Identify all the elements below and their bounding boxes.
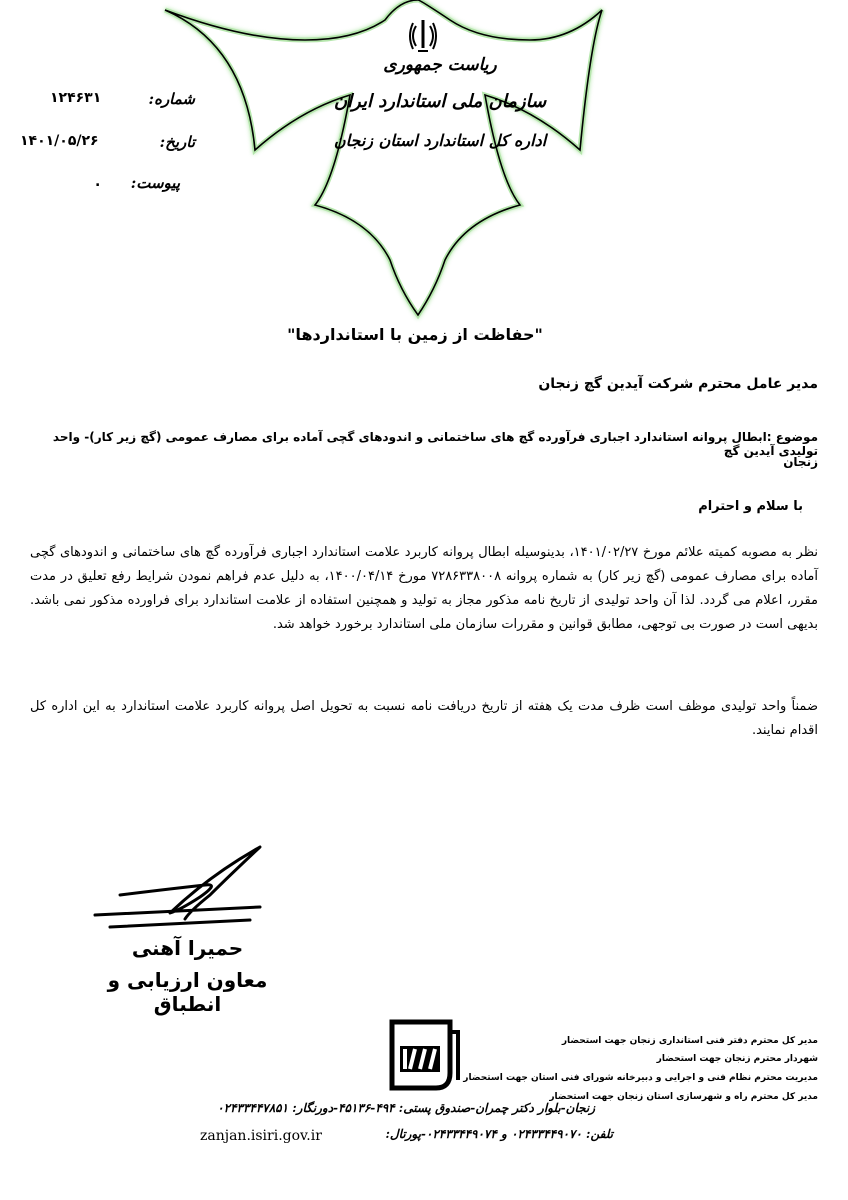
number-value: ۱۲۴۶۳۱ bbox=[50, 90, 102, 106]
cc-item: مدیر کل محترم راه و شهرسازی استان زنجان جهت استحضار bbox=[549, 1092, 818, 1102]
cc-item: مدیر کل محترم دفتر فنی استانداری زنجان جهت استحضار bbox=[561, 1036, 818, 1046]
attachment-label: پیوست: bbox=[130, 174, 180, 192]
greeting: با سلام و احترام bbox=[698, 499, 803, 514]
iran-emblem-icon bbox=[408, 18, 438, 54]
subject-line-1: موضوع :ابطال پروانه استاندارد اجباری فرآورده گچ های ساختمانی و اندودهای گچی آماده برای مصارف عمومی (گچ زیر کار)- واحد تولیدی آیدین گچ bbox=[52, 430, 818, 458]
header-line-1: ریاست جمهوری bbox=[383, 55, 497, 75]
attachment-row bbox=[20, 174, 195, 204]
body-paragraph-2: ضمناً واحد تولیدی موظف است ظرف مدت یک هفته از تاریخ دریافت نامه نسبت به تحویل اصل پروانه کاربرد علامت استاندارد به این اداره کل اقدام نمایند. bbox=[30, 699, 818, 738]
cc-item: مدیریت محترم نظام فنی و اجرایی و دبیرخانه شورای فنی استان جهت استحضار bbox=[463, 1073, 818, 1083]
header-emblem bbox=[150, 0, 610, 325]
website-url: zanjan.isiri.gov.ir bbox=[200, 1128, 322, 1144]
footer-phone: تلفن: ۰۲۴۳۳۴۴۹۰۷۰ و ۰۲۴۳۳۴۴۹۰۷۴-پورتال: bbox=[385, 1127, 613, 1141]
slogan: "حفاظت از زمین با استانداردها" bbox=[287, 325, 543, 344]
header-line-2: سازمان ملی استاندارد ایران bbox=[333, 91, 547, 112]
date-value: ۱۴۰۱/۰۵/۲۶ bbox=[20, 133, 99, 149]
recipient: مدیر عامل محترم شرکت آیدین گچ زنجان bbox=[538, 376, 818, 392]
footer-address: زنجان-بلوار دکتر چمران-صندوق پستی: ۴۹۴-۴۵۱۳۶-دورنگار: ۰۲۴۳۳۴۴۷۸۵۱ bbox=[217, 1101, 595, 1115]
signer-name: حمیرا آهنی bbox=[131, 936, 244, 960]
cc-item: شهردار محترم زنجان جهت استحضار bbox=[656, 1054, 818, 1064]
signature-image bbox=[90, 835, 290, 935]
number-label: شماره: bbox=[148, 90, 195, 108]
number-row bbox=[20, 90, 195, 120]
date-row bbox=[20, 133, 195, 163]
signer-title: معاون ارزیابی و انطباق bbox=[107, 968, 268, 1016]
attachment-value: . bbox=[95, 174, 101, 190]
subject-line-2: زنجان bbox=[783, 455, 818, 469]
date-label: تاریخ: bbox=[159, 133, 195, 151]
standard-logo-icon bbox=[388, 1018, 460, 1093]
header-line-3: اداره کل استاندارد استان زنجان bbox=[333, 131, 547, 150]
body-paragraph-1: نظر به مصوبه کمیته علائم مورخ ۱۴۰۱/۰۲/۲۷، بدینوسیله ابطال پروانه کاربرد علامت استاندارد اجباری فرآورده گچ های ساختمانی و اندودهای گچی آماده برای مصارف عمومی (گچ زیر کار) به شماره پروانه ۷۲۸۶۳۳۸۰۰۸ مورخ ۱۴۰۰/۰۴/۱۴، به دلیل عدم فراهم نمودن شرایط رفع تعلیق در مدت مقرر، اعلام می گردد. لذا آن واحد تولیدی از تاریخ نامه مذکور مجاز به تولید و همچنین استفاده از علامت استاندارد برای فراورده مذکور نمی باشد. بدیهی است در صورت بی توجهی، مطابق قوانین و مقررات سازمان ملی استاندارد برخورد خواهد شد. bbox=[30, 545, 818, 632]
